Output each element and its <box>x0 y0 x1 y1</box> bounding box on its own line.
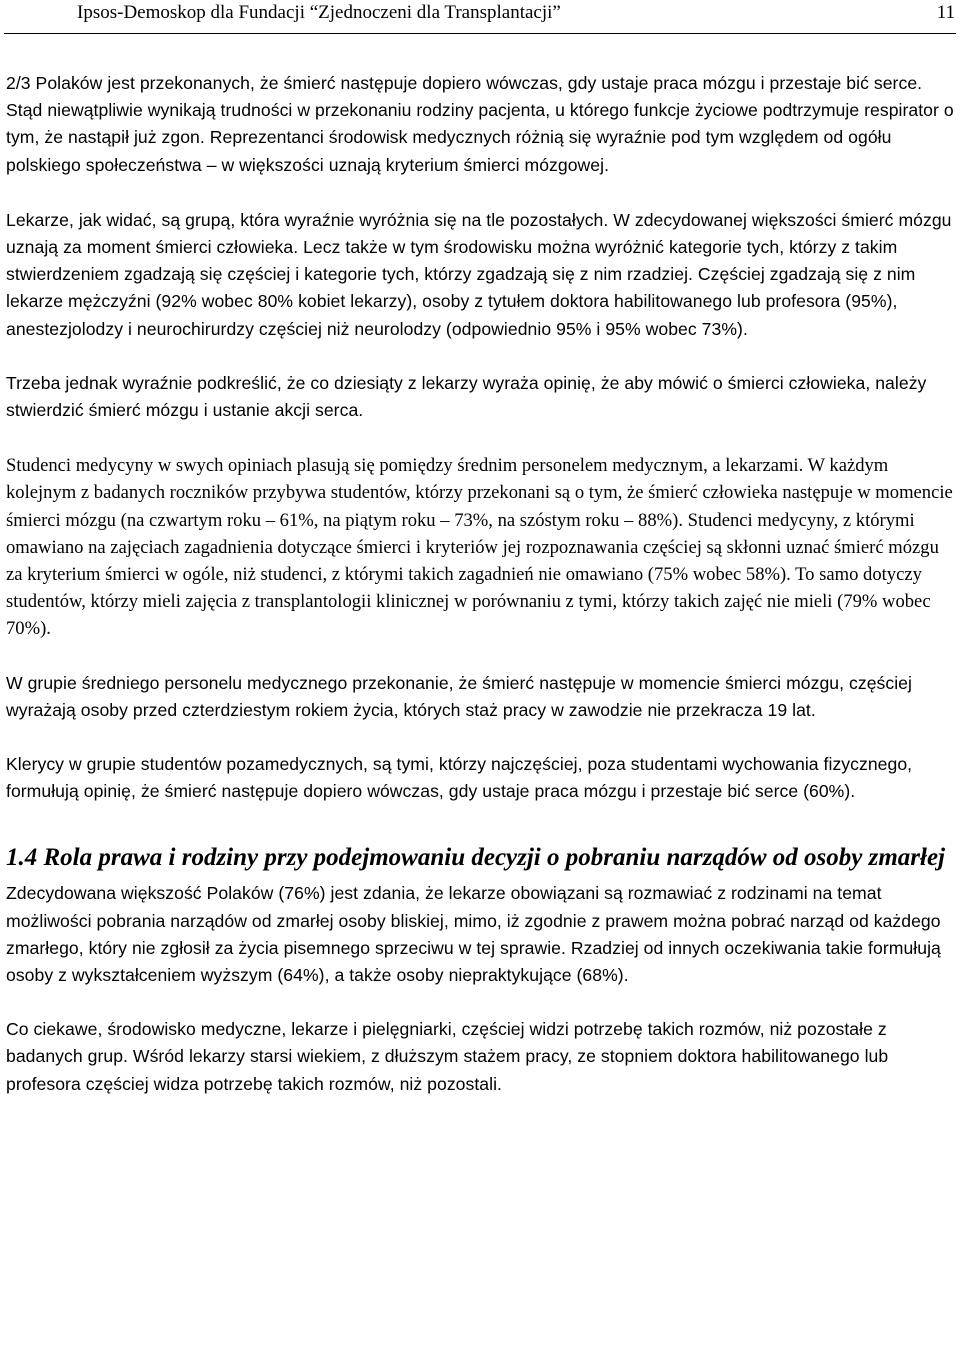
section-paragraph: Co ciekawe, środowisko medyczne, lekarze i pielęgniarki, częściej widzi potrzebę takich rozmów, niż pozostałe z badanych grup. Wśród lekarzy starsi wiekiem, z dłuższym stażem pracy, ze stopniem doktora habilitowanego lub profesora częściej widza potrzebę takich rozmów, niż pozostali. <box>6 1019 889 1094</box>
document-body <box>6 70 956 1098</box>
page-number: 11 <box>936 2 955 23</box>
header-title: Ipsos-Demoskop dla Fundacji “Zjednoczeni dla Transplantacji” <box>77 2 561 23</box>
section-heading: 1.4 Rola prawa i rodziny przy podejmowaniu decyzji o pobraniu narządów od osoby zmarłej <box>6 844 945 872</box>
body-paragraph: Trzeba jednak wyraźnie podkreślić, że co dziesiąty z lekarzy wyraża opinię, że aby mówić o śmierci człowieka, należy stwierdzić śmierć mózgu i ustanie akcji serca. <box>6 372 927 421</box>
section-paragraph: Zdecydowana większość Polaków (76%) jest zdania, że lekarze obowiązani są rozmawiać z rodzinami na temat możliwości pobrania narządów od zmarłej osoby bliskiej, mimo, iż zgodnie z prawem można pobrać narząd od każdego zmarłego, który nie zgłosił za życia pisemnego sprzeciwu w tej sprawie. Rzadziej od innych oczekiwania takie formułują osoby z wykształceniem wyższym (64%), a także osoby niepraktykujące (68%). <box>6 883 941 986</box>
body-paragraph: Lekarze, jak widać, są grupą, która wyraźnie wyróżnia się na tle pozostałych. W zdecydowanej większości śmierć mózgu uznają za moment śmierci człowieka. Lecz także w tym środowisku można wyróżnić kategorie tych, którzy z takim stwierdzeniem zgadzają się częściej i kategorie tych, którzy zgadzają się z nim rzadziej. Częściej zgadzają się z nim lekarze mężczyźni (92% wobec 80% kobiet lekarzy), osoby z tytułem doktora habilitowanego lub profesora (95%), anestezjolodzy i neurochirurdzy częściej niż neurolodzy (odpowiednio 95% i 95% wobec 73%). <box>6 209 952 339</box>
header-divider <box>4 33 956 34</box>
body-paragraph: Studenci medycyny w swych opiniach plasują się pomiędzy średnim personelem medycznym, a lekarzami. W każdym kolejnym z badanych roczników przybywa studentów, którzy przekonani są o tym, że śmierć człowieka następuje w momencie śmierci mózgu (na czwartym roku – 61%, na piątym roku – 73%, na szóstym roku – 88%). Studenci medycyny, z którymi omawiano na zajęciach zagadnienia dotyczące śmierci i kryteriów jej rozpoznawania częściej są skłonni uznać śmierć mózgu za kryterium śmierci w ogóle, niż studenci, z którymi takich zagadnień nie omawiano (75% wobec 58%). To samo dotyczy studentów, którzy mieli zajęcia z transplantologii klinicznej w porównaniu z tymi, którzy takich zajęć nie mieli (79% wobec 70%). <box>6 455 953 640</box>
body-paragraph: Klerycy w grupie studentów pozamedycznych, są tymi, którzy najczęściej, poza studentami wychowania fizycznego, formułują opinię, że śmierć następuje dopiero wówczas, gdy ustaje praca mózgu i przestaje bić serce (60%). <box>6 754 913 802</box>
body-paragraph: W grupie średniego personelu medycznego przekonanie, że śmierć następuje w momencie śmierci mózgu, częściej wyrażają osoby przed czterdziestym rokiem życia, których staż pracy w zawodzie nie przekracza 19 lat. <box>6 672 912 720</box>
body-paragraph: 2/3 Polaków jest przekonanych, że śmierć następuje dopiero wówczas, gdy ustaje praca mózgu i przestaje bić serce. Stąd niewątpliwie wynikają trudności w przekonaniu rodziny pacjenta, u którego funkcje życiowe podtrzymuje respirator o tym, że nastąpił już zgon. Reprezentanci środowisk medycznych różnią się wyraźnie pod tym względem od ogółu polskiego społeczeństwa – w większości uznają kryterium śmierci mózgowej. <box>6 73 954 175</box>
running-header <box>77 0 955 30</box>
